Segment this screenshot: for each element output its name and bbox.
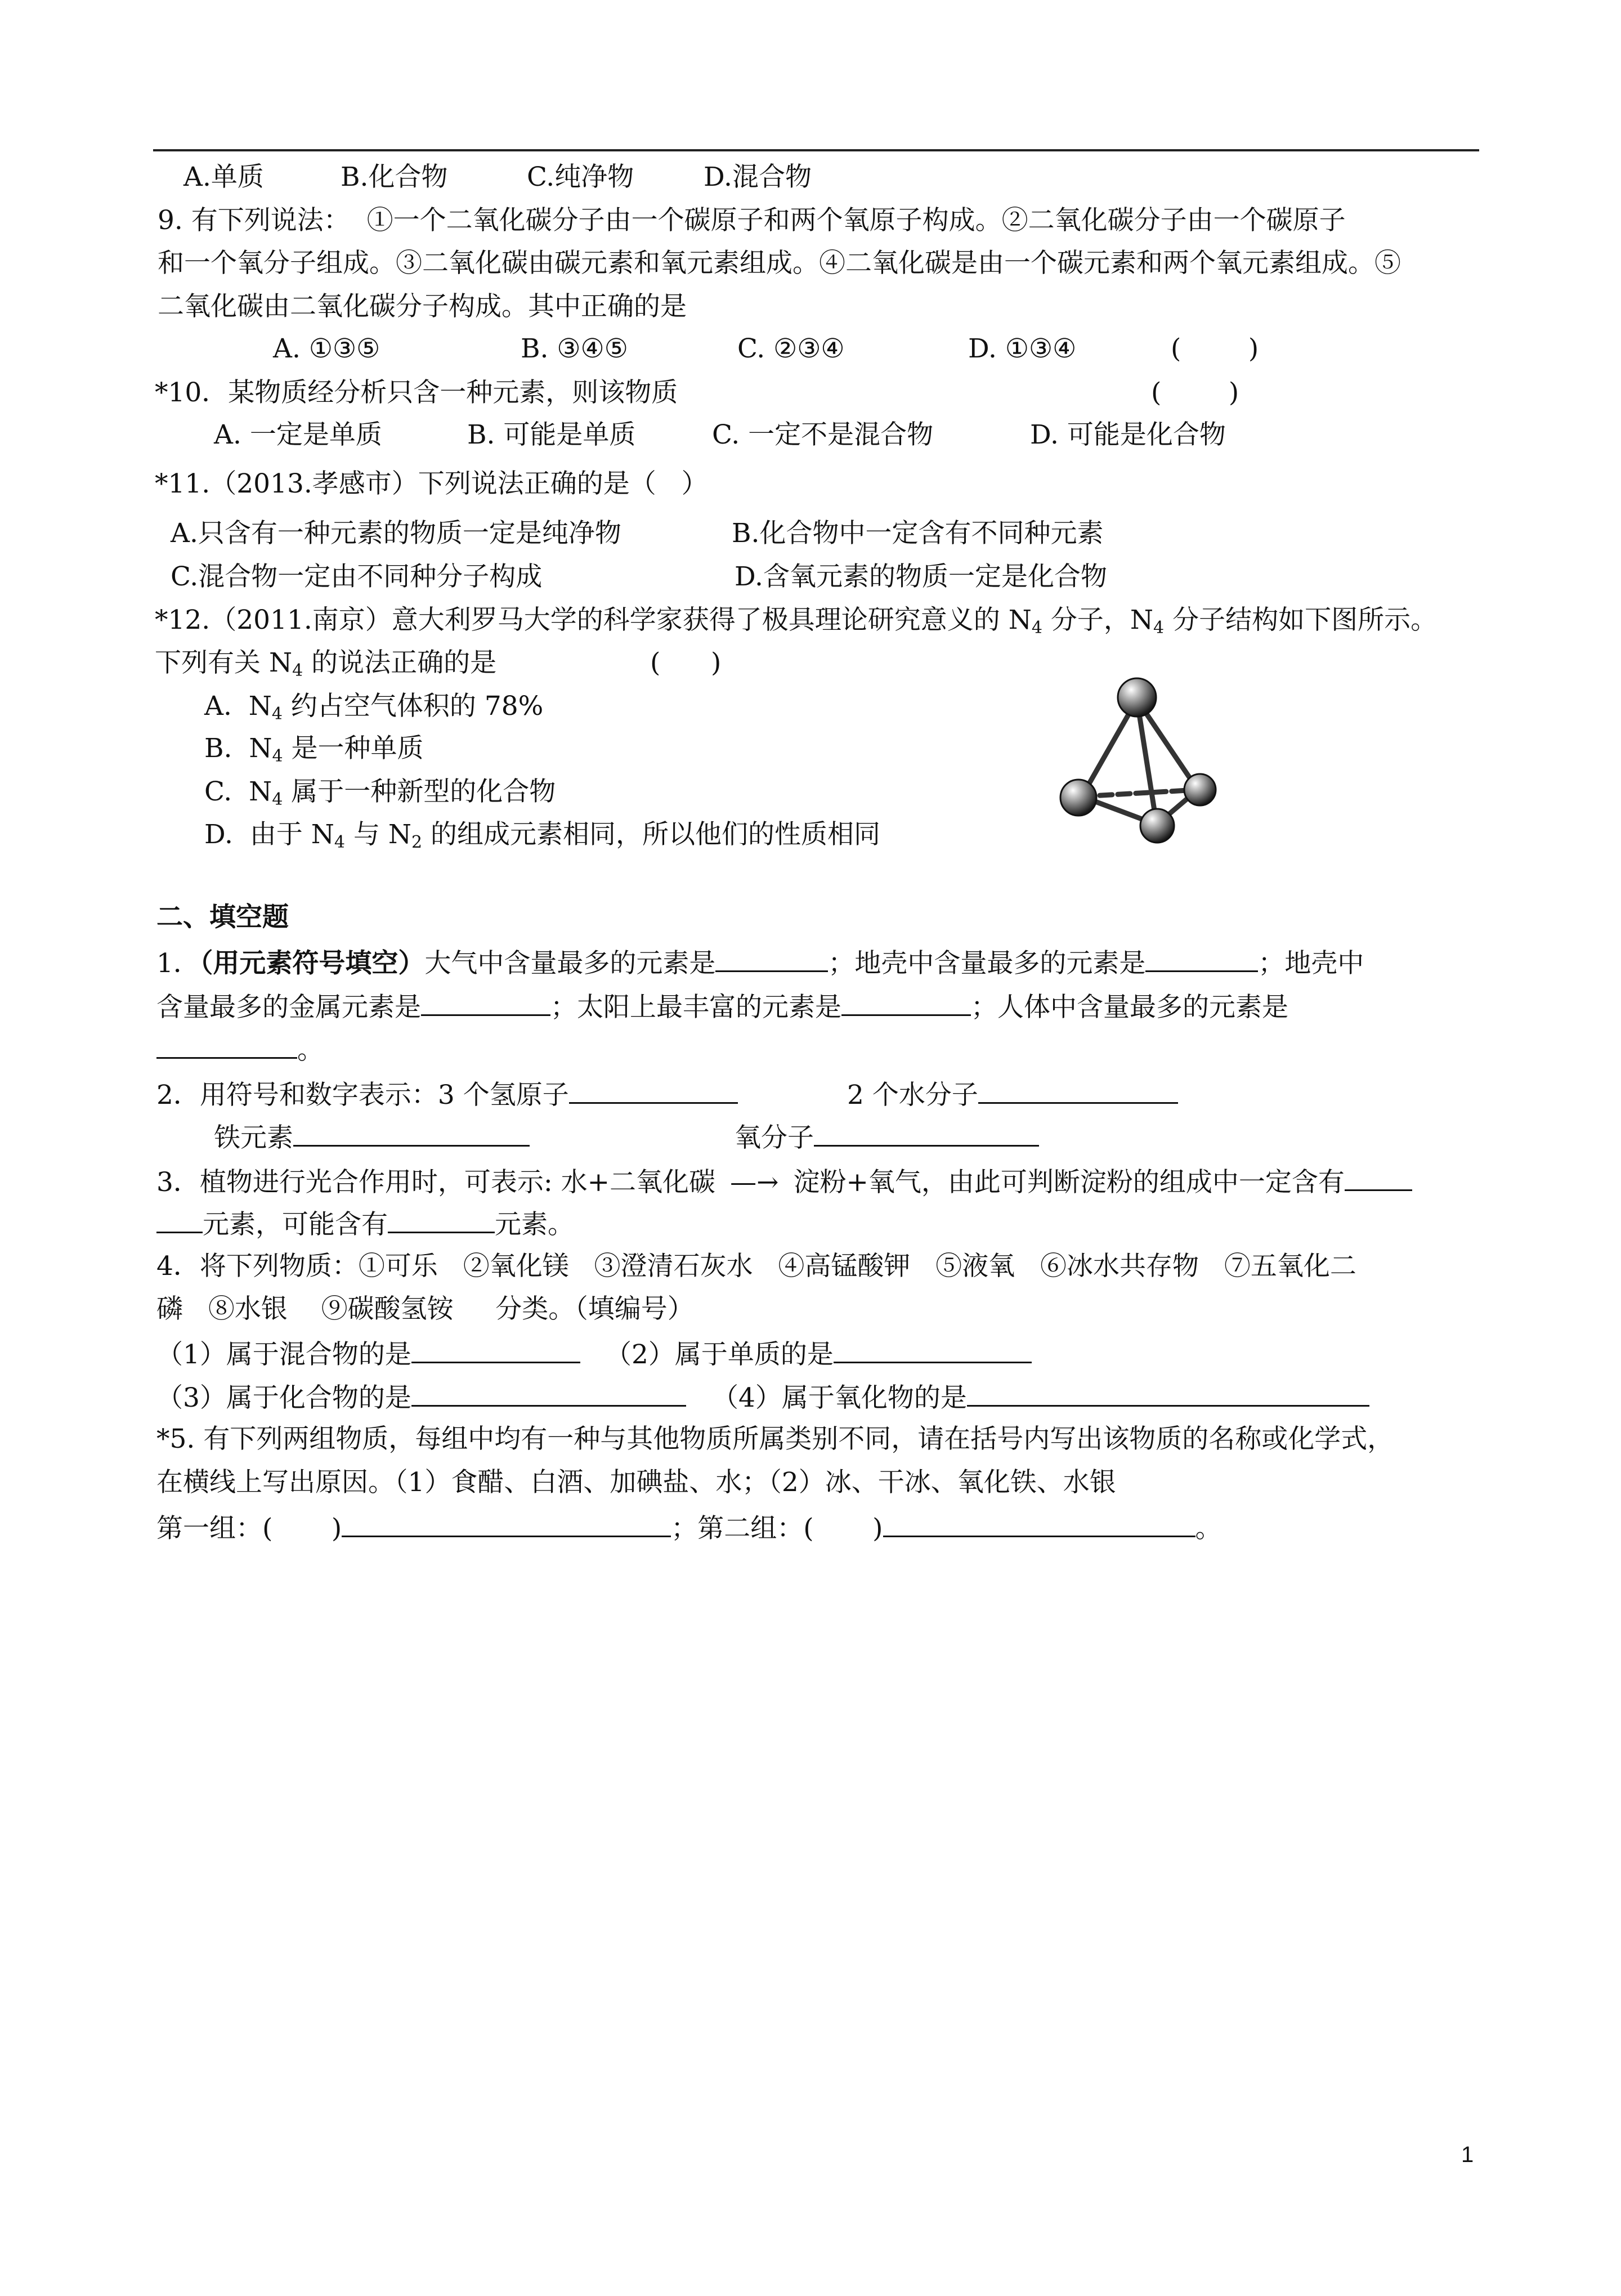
q8-option-a: A.单质: [183, 162, 264, 193]
nitrogen-atom-top: [1118, 678, 1156, 717]
f3-blank-2[interactable]: [388, 1206, 495, 1233]
f3-line-2: 元素，可能含有 元素。: [156, 1206, 574, 1242]
f2-oxygen: 氧分子: [735, 1119, 1039, 1155]
f4-part-1: （1）属于混合物的是: [156, 1336, 580, 1372]
q9-line-3: 二氧化碳由二氧化碳分子构成。其中正确的是: [158, 291, 687, 322]
q9-option-c: C. ②③④: [737, 333, 845, 364]
f2-blank-iron-element[interactable]: [293, 1119, 530, 1147]
f2-blank-water-molecules[interactable]: [978, 1076, 1178, 1104]
q12-line-2: 下列有关 $N_4$ 的说法正确的是: [155, 647, 497, 681]
f4-part-3: （3）属于化合物的是: [156, 1379, 686, 1415]
nitrogen-atom-bottom: [1140, 809, 1174, 843]
nitrogen-atom-right: [1184, 774, 1216, 805]
q9-option-d: D. ①③④: [968, 333, 1077, 364]
f2-blank-hydrogen-atoms[interactable]: [569, 1076, 738, 1104]
f2-line-1: 2．用符号和数字表示：3 个氢原子: [156, 1076, 738, 1112]
f4-part-2: （2）属于单质的是: [605, 1336, 1032, 1372]
q10-option-d: D. 可能是化合物: [1030, 419, 1226, 450]
q12-answer-paren: ( ): [650, 647, 722, 678]
f2-water: 2 个水分子: [847, 1076, 1178, 1112]
reaction-arrow: —→: [730, 1167, 779, 1198]
q11-option-a: A.只含有一种元素的物质一定是纯净物: [171, 518, 621, 549]
q11-option-c: C.混合物一定由不同种分子构成: [171, 561, 543, 592]
f1-blank-5[interactable]: [156, 1031, 297, 1059]
f2-blank-oxygen-molecule[interactable]: [814, 1119, 1039, 1147]
f4-line-1: 4．将下列物质：①可乐 ②氧化镁 ③澄清石灰水 ④高锰酸钾 ⑤液氧 ⑥冰水共存物 ⑦五氧化二: [156, 1251, 1356, 1282]
f1-blank-3[interactable]: [421, 988, 550, 1016]
q9-line-2: 和一个氧分子组成。③二氧化碳由碳元素和氧元素组成。④二氧化碳是由一个碳元素和两个氧元素组成。⑤: [158, 248, 1401, 279]
q10-option-b: B. 可能是单质: [467, 419, 636, 450]
f4-line-2: 磷 ⑧水银 ⑨碳酸氢铵 分类。（填编号）: [156, 1294, 694, 1324]
f1-blank-1[interactable]: [715, 945, 828, 972]
f1-line-1: 1．（用元素符号填空）大气中含量最多的元素是 ；地壳中含量最多的元素是 ；地壳中: [156, 945, 1364, 981]
q9-option-a: A. ①③⑤: [273, 333, 380, 364]
f5-blank-group-2-reason[interactable]: [883, 1510, 1195, 1537]
q9-answer-paren: ( ): [1171, 333, 1259, 364]
q12-option-c: C. $N_4$ 属于一种新型的化合物: [204, 776, 556, 809]
q10-option-c: C. 一定不是混合物: [712, 419, 934, 450]
q12-option-b: B. $N_4$ 是一种单质: [204, 733, 424, 766]
q11-stem: *11.（2013.孝感市）下列说法正确的是（ ）: [155, 468, 708, 499]
f4-blank-compounds[interactable]: [411, 1379, 686, 1407]
q11-option-b: B.化合物中一定含有不同种元素: [732, 518, 1104, 549]
q11-option-d: D.含氧元素的物质一定是化合物: [735, 561, 1107, 592]
q8-option-d: D.混合物: [704, 162, 812, 193]
f3-blank-1[interactable]: [1345, 1163, 1412, 1191]
f3-blank-1-cont[interactable]: [156, 1206, 203, 1233]
molecule-bonds: [1082, 700, 1198, 825]
n4-molecule-figure: [1047, 673, 1238, 853]
q12-option-a: A. $N_4$ 约占空气体积的 78%: [204, 691, 544, 724]
q8-option-c: C.纯净物: [527, 162, 634, 193]
f4-blank-mixtures[interactable]: [411, 1336, 580, 1363]
f3-line-1: 3．植物进行光合作用时，可表示: 水+二氧化碳 —→ 淀粉+氧气，由此可判断淀粉的组成中一定含有: [156, 1163, 1412, 1200]
header-rule: [153, 149, 1479, 151]
q9-line-1: 9. 有下列说法： ①一个二氧化碳分子由一个碳原子和两个氧原子构成。②二氧化碳分子由一个碳原子: [158, 205, 1346, 236]
section-heading: 二、填空题: [156, 902, 289, 933]
q12-option-d: D. 由于 $N_4$ 与 $N_2$ 的组成元素相同，所以他们的性质相同: [204, 819, 881, 852]
page-number: 1: [1461, 2142, 1474, 2167]
f5-line-1: *5. 有下列两组物质，每组中均有一种与其他物质所属类别不同，请在括号内写出该物质的名称或化学式，: [156, 1424, 1394, 1454]
f1-line-3: 。: [156, 1031, 324, 1067]
q12-line-1: *12.（2011.南京）意大利罗马大学的科学家获得了极具理论研究意义的 $N_4$ 分子，$N_4$ 分子结构如下图所示。: [155, 605, 1438, 638]
f1-line-2: 含量最多的金属元素是 ；太阳上最丰富的元素是 ；人体中含量最多的元素是: [156, 988, 1288, 1024]
f5-line-3: 第一组：( ) ；第二组：( ) 。: [156, 1510, 1222, 1546]
q9-option-b: B. ③④⑤: [521, 333, 628, 364]
f4-blank-elements[interactable]: [834, 1336, 1032, 1363]
f1-blank-2[interactable]: [1145, 945, 1258, 972]
q8-option-b: B.化合物: [341, 162, 448, 193]
q10-option-a: A. 一定是单质: [214, 419, 382, 450]
nitrogen-atom-left: [1060, 780, 1096, 816]
f4-part-4: （4）属于氧化物的是: [712, 1379, 1369, 1415]
q10-answer-paren: ( ): [1151, 377, 1239, 408]
f4-blank-oxides[interactable]: [967, 1379, 1369, 1407]
q10-stem: *10．某物质经分析只含一种元素，则该物质: [155, 377, 678, 408]
f5-line-2: 在横线上写出原因。（1）食醋、白酒、加碘盐、水；（2）冰、干冰、氧化铁、水银: [156, 1467, 1116, 1498]
f2-iron: 铁元素: [214, 1119, 530, 1155]
f5-blank-group-1-reason[interactable]: [342, 1510, 671, 1537]
f1-blank-4[interactable]: [841, 988, 971, 1016]
